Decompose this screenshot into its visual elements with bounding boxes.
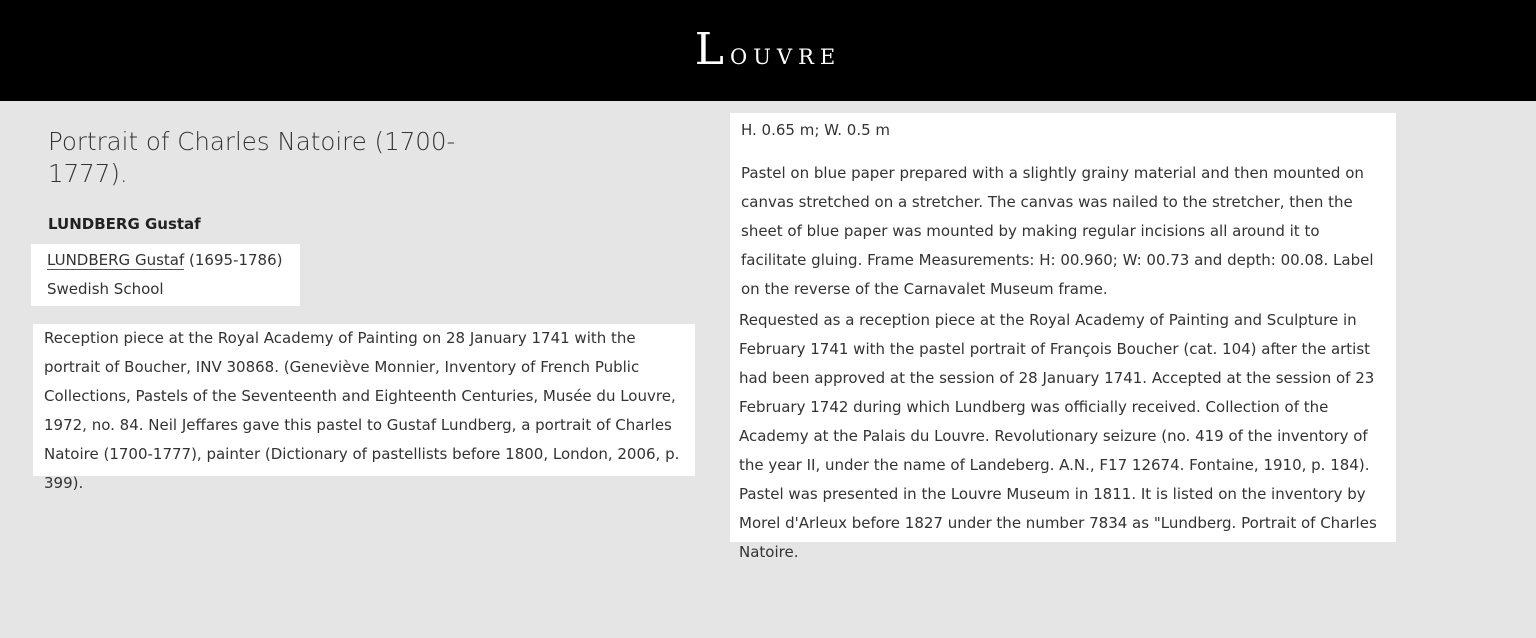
artist-info-box [31,244,300,306]
artist-line [47,246,284,275]
dimensions: H. 0.65 m; W. 0.5 m [741,121,891,139]
details-box [730,113,1396,561]
artwork-title: Portrait of Charles Natoire (1700-1777). [48,127,456,188]
notes-text: Reception piece at the Royal Academy of Painting on 28 January 1741 with the portrait of Boucher, INV 30868. (Geneviève Monnier, Inventory of French Public Collections, Pastels of the Seventeenth and Eighteenth Centuries, Musée du Louvre, 1972, no. 84. Neil Jeffares gave this pastel to Gustaf Lundberg, a portrait of Charles Natoire (1700-1777), painter (Dictionary of pastellists before 1800, London, 2006, p. 399). [44,329,680,492]
notes-box [33,324,695,492]
louvre-logo[interactable]: Louvre [694,24,842,75]
artist-link[interactable]: LUNDBERG Gustaf [47,251,185,269]
technique-text: Pastel on blue paper prepared with a slightly grainy material and then mounted on canvas stretched on a stretcher. The canvas was nailed to the stretcher, then the sheet of blue paper was mounted by making regular incisions all around it to facilitate gluing. Frame Measurements: H: 00.960; W: 00.73 and depth: 00.08. Label on the reverse of the Carnavalet Museum frame. [741,164,1374,298]
site-header [0,0,1536,101]
artist-heading: LUNDBERG Gustaf [48,215,201,233]
provenance-text: Requested as a reception piece at the Royal Academy of Painting and Sculpture in February 1741 with the pastel portrait of François Boucher (cat. 104) after the artist had been approved at the session of 28 January 1741. Accepted at the session of 23 February 1742 during which Lundberg was officially received. Collection of the Academy at the Palais du Louvre. Revolutionary seizure (no. 419 of the inventory of the year II, under the name of Landeberg. A.N., F17 12674. Fontaine, 1910, p. 184). Pastel was presented in the Louvre Museum in 1811. It is listed on the inventory by Morel d'Arleux before 1827 under the number 7834 as "Lundberg. Portrait of Charles Natoire. [739,311,1377,561]
artist-school: Swedish School [47,280,164,298]
artist-dates: (1695-1786) [184,251,283,269]
